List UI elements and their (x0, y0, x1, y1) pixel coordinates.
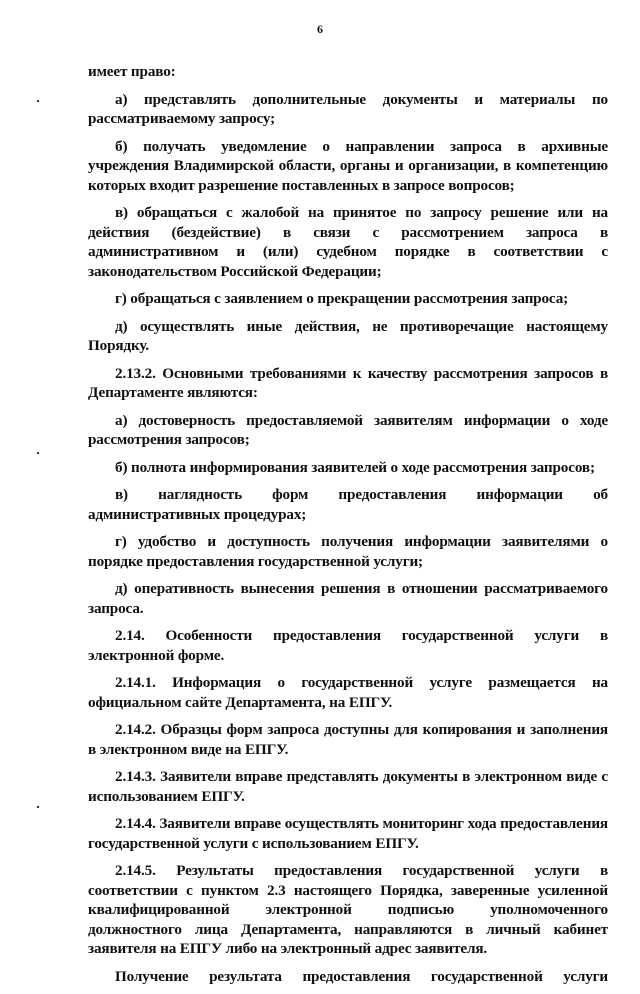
page-number: 6 (317, 22, 323, 36)
margin-mark (37, 452, 39, 454)
paragraph: 2.14.4. Заявители вправе осуществлять мониторинг хода предоставления государственной услуги с использованием ЕПГУ. (88, 815, 608, 852)
margin-mark (37, 806, 39, 808)
paragraph: б) получать уведомление о направлении запроса в архивные учреждения Владимирской области, органы и организации, в компетенцию которых входит разрешение поставленных в запросе вопросов; (88, 137, 608, 194)
paragraph: г) обращаться с заявлением о прекращении рассмотрения запроса; (115, 290, 569, 307)
paragraph: 2.13.2. Основными требованиями к качеству рассмотрения запросов в Департаменте являются: (88, 364, 608, 401)
paragraph: Получение результата предоставления государственной услуги (115, 967, 608, 985)
paragraph: в) наглядность форм предоставления информации об административных процедурах; (88, 486, 608, 523)
document-body (88, 62, 608, 994)
paragraph: в) обращаться с жалобой на принятое по запросу решение или на действия (бездействие) в связи с рассмотрением запроса в административном и (или) судебном порядке в соответствии с законодательством Российской Федерации; (88, 204, 608, 280)
margin-mark (37, 100, 39, 102)
section-heading: 2.14. Особенности предоставления государственной услуги в электронной форме. (88, 627, 608, 664)
paragraph: 2.14.3. Заявители вправе представлять документы в электронном виде с использованием ЕПГУ. (88, 768, 608, 805)
paragraph: 2.14.5. Результаты предоставления государственной услуги в соответствии с пунктом 2.3 настоящего Порядка, заверенные усиленной квалифицированной электронной подписью уполномоченного должностного лица Департамента, направляются в личный кабинет заявителя на ЕПГУ либо на электронный адрес заявителя. (88, 862, 608, 957)
paragraph: 2.14.1. Информация о государственной услуге размещается на официальном сайте Департамента, на ЕПГУ. (88, 674, 608, 711)
paragraph: г) удобство и доступность получения информации заявителями о порядке предоставления государственной услуги; (88, 533, 608, 570)
paragraph: д) осуществлять иные действия, не противоречащие настоящему Порядку. (88, 317, 608, 354)
paragraph: д) оперативность вынесения решения в отношении рассматриваемого запроса. (88, 580, 608, 617)
paragraph: а) представлять дополнительные документы и материалы по рассматриваемому запросу; (88, 90, 608, 127)
paragraph: а) достоверность предоставляемой заявителям информации о ходе рассмотрения запросов; (88, 411, 608, 448)
paragraph: имеет право: (88, 63, 176, 80)
paragraph: 2.14.2. Образцы форм запроса доступны для копирования и заполнения в электронном виде на ЕПГУ. (88, 721, 608, 758)
paragraph: б) полнота информирования заявителей о ходе рассмотрения запросов; (115, 458, 595, 476)
